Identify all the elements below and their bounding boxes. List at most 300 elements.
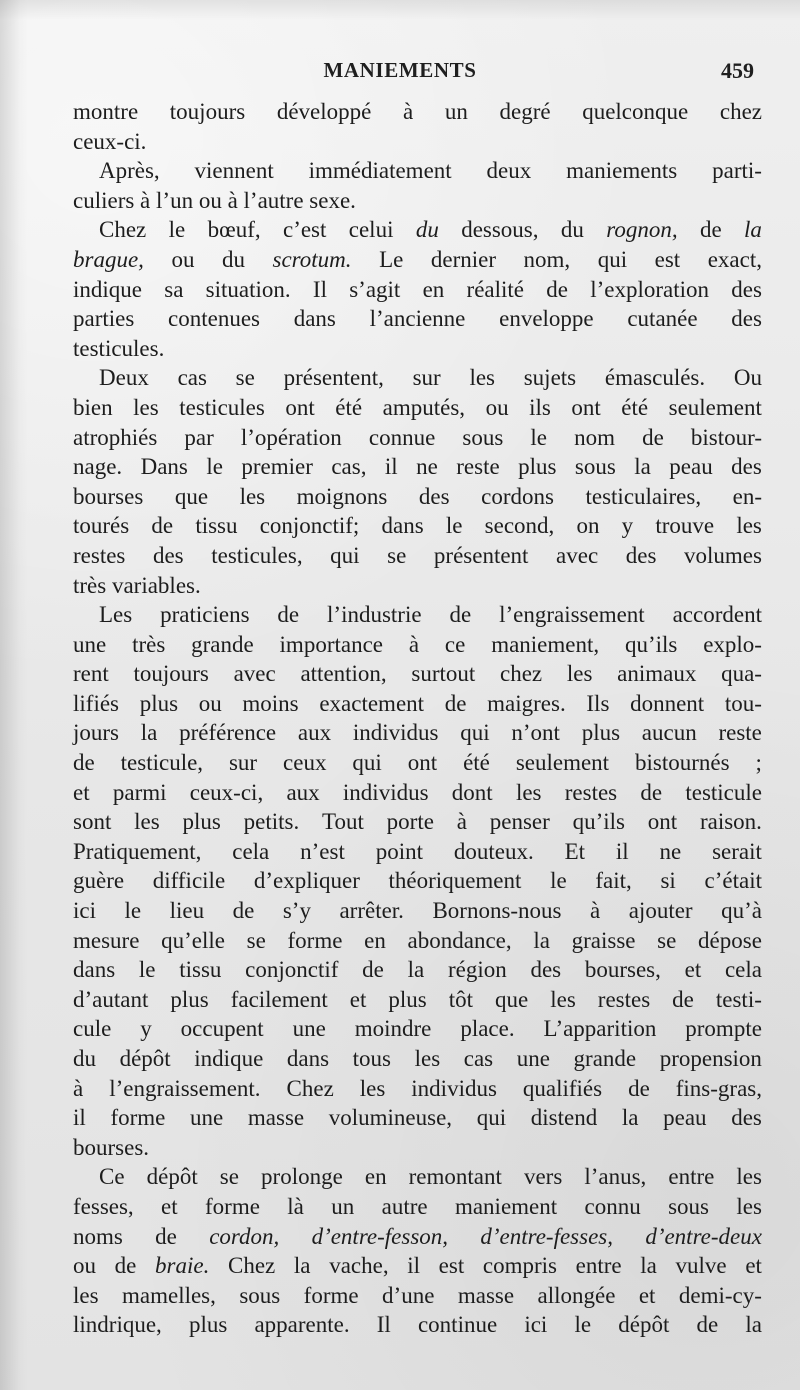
word: de <box>640 779 663 805</box>
word: cordon, <box>209 1223 280 1249</box>
word: petits. <box>243 809 300 835</box>
word: l’exploration <box>590 276 710 302</box>
word: testicules <box>179 394 265 420</box>
word: Les <box>99 602 133 628</box>
text-line <box>73 245 762 275</box>
word: cutanée <box>627 306 698 332</box>
text-line <box>73 807 762 837</box>
word: la <box>634 454 651 480</box>
word: ne <box>659 838 682 864</box>
word: c’est <box>282 217 327 243</box>
word: maniement <box>454 1193 558 1219</box>
text-line <box>73 1281 762 1311</box>
word: Après, <box>99 158 160 184</box>
word: présentent <box>433 542 529 568</box>
word: les <box>134 809 160 835</box>
word: sur <box>412 365 441 391</box>
word: viennent <box>194 158 274 184</box>
word: exactement <box>319 690 425 716</box>
text-line <box>73 393 762 423</box>
word: qui <box>597 246 628 272</box>
word: la <box>533 927 550 953</box>
word: plus <box>170 986 209 1012</box>
word: les <box>73 1282 99 1308</box>
word: d’entre-deux <box>645 1223 762 1249</box>
word: tôt <box>448 986 473 1012</box>
word: dernier <box>430 246 496 272</box>
word: peau <box>669 454 713 480</box>
word: le <box>124 898 142 924</box>
word: autre <box>381 1193 428 1219</box>
word: d’expliquer <box>253 868 360 894</box>
word: Ils <box>586 690 610 716</box>
word: volumes <box>684 542 762 568</box>
word: de <box>232 898 255 924</box>
word: l’ancienne <box>369 306 466 332</box>
word: Chez <box>99 217 147 243</box>
word: testicules, <box>211 542 303 568</box>
text-line: bourses. <box>73 1134 150 1160</box>
word: cas, <box>331 454 367 480</box>
word: premier <box>241 454 313 480</box>
word: ont <box>407 750 438 776</box>
word: des <box>731 454 762 480</box>
word: de <box>672 986 694 1012</box>
word: tourés <box>73 513 130 539</box>
word: forme <box>110 1105 166 1131</box>
word: maniements <box>566 158 678 184</box>
word: sur <box>228 750 258 776</box>
word: conjonctif <box>245 957 339 983</box>
word: le <box>530 424 547 450</box>
word: des <box>731 276 762 302</box>
word: tou- <box>724 690 762 716</box>
word: maigres. <box>487 690 566 716</box>
word: de <box>642 424 664 450</box>
word: quelconque <box>582 99 689 124</box>
word: degré <box>499 99 551 124</box>
word: qui <box>476 1105 507 1131</box>
word: il <box>615 838 629 864</box>
word: fait, <box>595 868 632 894</box>
word: tous <box>352 1046 391 1071</box>
text-line: testicules. <box>73 335 165 361</box>
word: ou <box>73 1253 96 1279</box>
word: tissu <box>179 957 222 983</box>
word: L’apparition <box>543 1016 657 1042</box>
word: à <box>73 1075 84 1101</box>
word: la <box>621 1105 639 1131</box>
word: Pratiquement, <box>73 838 202 864</box>
text-line <box>73 630 762 660</box>
word: Et <box>564 838 586 864</box>
word: ici <box>73 898 96 924</box>
word: Chez <box>286 1075 334 1101</box>
word: individus <box>342 779 429 805</box>
word: du <box>221 246 245 272</box>
word: enveloppe <box>499 306 594 332</box>
word: d’entre-fesson, <box>311 1223 449 1249</box>
word: qu’à <box>721 898 762 924</box>
word: aucun <box>641 720 697 746</box>
word: du <box>415 217 439 243</box>
word: plus <box>518 454 557 480</box>
text-line <box>73 689 762 719</box>
word: porte <box>386 809 434 835</box>
text-line <box>73 926 762 956</box>
word: brague, <box>73 246 144 272</box>
word: aux <box>286 779 320 805</box>
word: explo- <box>703 631 762 657</box>
word: jours <box>73 720 119 746</box>
word: là <box>287 1193 304 1219</box>
text-line <box>73 778 762 808</box>
word: en <box>364 927 386 953</box>
word: indique <box>194 1046 264 1071</box>
word: de <box>362 957 384 983</box>
word: rognon, <box>606 217 678 243</box>
word: serait <box>712 838 762 864</box>
word: région <box>447 957 507 983</box>
word: difficile <box>152 868 226 894</box>
word: ne <box>416 454 438 480</box>
word: d’autant <box>73 986 149 1012</box>
word: ce <box>444 631 466 657</box>
word: masse <box>247 1105 305 1131</box>
word: vache, <box>329 1253 389 1279</box>
word: testicule <box>685 779 762 805</box>
word: d’une <box>382 1282 435 1308</box>
word: Dans <box>140 454 188 480</box>
word: ceux <box>283 750 327 776</box>
word: par <box>184 424 214 450</box>
word: seulement <box>668 394 762 420</box>
word: la <box>640 1253 657 1279</box>
word: en <box>422 276 445 302</box>
word: toujours <box>133 661 209 687</box>
word: de <box>73 750 95 776</box>
word: émasculés. <box>604 365 706 391</box>
word: sous <box>462 424 504 450</box>
word: du <box>73 1046 96 1071</box>
word: ou <box>171 246 195 272</box>
word: testi- <box>715 986 762 1012</box>
word: et <box>73 779 90 805</box>
word: n’est <box>300 838 345 864</box>
word: en- <box>732 483 762 509</box>
word: plus <box>188 1312 228 1338</box>
text-line <box>73 1222 762 1252</box>
word: chez <box>719 99 762 124</box>
word: lindrique, <box>73 1312 162 1338</box>
word: l’engraissement. <box>109 1075 261 1101</box>
word: moins <box>242 690 299 716</box>
text-line <box>73 600 762 630</box>
word: de <box>151 513 174 539</box>
word: cela <box>232 838 270 864</box>
word: parties <box>73 306 135 332</box>
word: avec <box>556 542 599 568</box>
word: des <box>152 542 184 568</box>
word: se <box>219 1164 239 1190</box>
word: moindre <box>354 1016 432 1042</box>
word: le <box>138 957 156 983</box>
word: remontant <box>408 1164 502 1190</box>
word: sont <box>73 809 112 835</box>
word: animaux <box>617 661 697 687</box>
word: les <box>239 483 266 509</box>
word: cas <box>177 365 207 391</box>
word: les <box>566 661 593 687</box>
word: contenues <box>168 306 260 332</box>
text-line <box>73 837 762 867</box>
word: il <box>407 1253 421 1279</box>
word: point <box>375 838 423 864</box>
word: qui <box>352 750 382 776</box>
text-line <box>73 955 762 985</box>
word: fesses, <box>73 1193 134 1219</box>
word: moignons <box>296 483 388 509</box>
word: il <box>384 454 398 480</box>
word: le <box>550 868 567 894</box>
word: dans <box>381 513 424 539</box>
word: les <box>414 1046 441 1071</box>
word: celui <box>348 217 394 243</box>
word: développé <box>276 99 372 124</box>
word: importance <box>279 631 384 657</box>
word: que <box>174 483 209 509</box>
word: ajouter <box>628 898 693 924</box>
text-line <box>73 156 762 186</box>
word: dépôt <box>146 1164 198 1190</box>
word: cule <box>73 1016 112 1042</box>
word: été <box>335 394 363 420</box>
word: l’opération <box>240 424 342 450</box>
word: individus <box>352 720 439 746</box>
word: Deux <box>99 365 149 391</box>
word: en <box>364 1164 387 1190</box>
word: est <box>438 1253 465 1279</box>
word: dans <box>293 306 336 332</box>
word: connue <box>368 424 436 450</box>
word: il <box>73 1105 86 1131</box>
word: une <box>292 1016 326 1042</box>
word: qu’elle <box>161 927 225 953</box>
page-header <box>0 58 800 90</box>
word: dans <box>286 1046 330 1071</box>
word: une <box>516 1046 550 1071</box>
text-line <box>73 1044 762 1074</box>
word: surtout <box>411 661 476 687</box>
word: les <box>736 1193 762 1219</box>
word: ; <box>755 750 762 776</box>
word: les <box>469 365 495 391</box>
word: des <box>418 483 450 509</box>
text-line <box>73 541 762 571</box>
text-line <box>73 1251 762 1281</box>
word: conjonctif; <box>259 513 360 539</box>
word: qua- <box>721 661 762 687</box>
word: des <box>530 957 562 983</box>
word: testiculaires, <box>585 483 702 509</box>
word: forme <box>303 1282 359 1308</box>
word: trouve <box>655 513 715 539</box>
word: noms <box>73 1223 123 1249</box>
word: y <box>140 1016 152 1042</box>
word: attention, <box>300 661 387 687</box>
word: sous <box>239 1282 281 1308</box>
word: accordent <box>672 602 762 628</box>
word: préférence <box>179 720 277 746</box>
word: toujours <box>169 99 246 124</box>
text-line <box>73 215 762 245</box>
word: le <box>445 513 463 539</box>
word: plus <box>139 690 179 716</box>
word: de <box>155 1223 177 1249</box>
text-line <box>73 452 762 482</box>
page-number: 459 <box>721 58 754 83</box>
word: atrophiés <box>73 424 158 450</box>
word: plus <box>581 720 621 746</box>
word: de <box>699 217 722 243</box>
word: place. <box>460 1016 515 1042</box>
word: Chez <box>228 1253 276 1279</box>
scan-shadow-left <box>0 0 28 1390</box>
word: on <box>576 513 600 539</box>
word: restes <box>597 986 651 1012</box>
word: scrotum. <box>272 246 352 272</box>
word: dont <box>451 779 493 805</box>
word: cela <box>724 957 762 983</box>
word: penser <box>489 809 550 835</box>
word: les <box>736 513 762 539</box>
word: ont <box>647 809 678 835</box>
word: bistournés <box>635 750 730 776</box>
word: dépôt <box>119 1046 171 1071</box>
word: n’ont <box>511 720 560 746</box>
word: les <box>736 1164 762 1190</box>
word: la <box>140 720 158 746</box>
word: de <box>628 1075 650 1101</box>
text-line <box>73 511 762 541</box>
word: plus <box>182 809 221 835</box>
word: mamelles, <box>122 1282 216 1308</box>
word: propension <box>659 1046 762 1071</box>
word: abondance, <box>407 927 512 953</box>
text-line <box>73 363 762 393</box>
text-line: très variables. <box>73 572 201 598</box>
word: indique <box>73 276 142 302</box>
word: ou <box>485 394 509 420</box>
word: un <box>444 99 468 124</box>
text-line <box>73 97 762 127</box>
word: les <box>133 394 159 420</box>
word: graisse <box>571 927 636 953</box>
word: entre <box>668 1164 715 1190</box>
word: sujets <box>523 365 577 391</box>
text-line <box>73 423 762 453</box>
running-head: MANIEMENTS <box>323 58 477 82</box>
word: Ce <box>99 1164 125 1190</box>
word: bien <box>73 394 113 420</box>
word: Le <box>379 246 404 272</box>
word: de <box>277 602 300 628</box>
word: chez <box>500 661 543 687</box>
word: guère <box>73 868 125 894</box>
word: les <box>359 1075 386 1101</box>
word: et <box>745 1253 762 1279</box>
word: reste <box>456 454 500 480</box>
text-line <box>73 482 762 512</box>
word: cas <box>463 1046 494 1071</box>
word: reste <box>718 720 762 746</box>
word: et <box>349 986 367 1012</box>
word: allongée <box>537 1282 616 1308</box>
word: volumineuse, <box>328 1105 453 1131</box>
word: testicule, <box>120 750 204 776</box>
body-text <box>73 97 762 1340</box>
word: grande <box>573 1046 637 1071</box>
word: prolonge <box>261 1164 343 1190</box>
word: le <box>168 217 186 243</box>
word: été <box>463 750 490 776</box>
word: la <box>745 1312 762 1338</box>
word: de <box>114 1253 137 1279</box>
word: qu’ils <box>624 631 678 657</box>
word: un <box>331 1193 355 1219</box>
word: individus <box>411 1075 497 1101</box>
word: et <box>638 1282 656 1308</box>
word: aux <box>297 720 332 746</box>
word: s’y <box>282 898 311 924</box>
word: rent <box>73 661 109 687</box>
word: y <box>621 513 634 539</box>
word: de <box>449 602 472 628</box>
word: vulve <box>675 1253 727 1279</box>
word: l’engraissement <box>499 602 645 628</box>
word: théoriquement <box>388 868 522 894</box>
word: sous <box>668 1193 709 1219</box>
word: forme <box>205 1193 260 1219</box>
word: Bornons-nous <box>432 898 562 924</box>
text-line <box>73 275 762 305</box>
word: de <box>696 1312 719 1338</box>
word: douteux. <box>453 838 534 864</box>
word: grande <box>191 631 254 657</box>
word: sous <box>574 454 616 480</box>
word: plus <box>388 986 427 1012</box>
word: et <box>161 1193 178 1219</box>
word: nage. <box>73 454 123 480</box>
word: une <box>73 631 107 657</box>
word: très <box>132 631 166 657</box>
word: connu <box>584 1193 641 1219</box>
word: qui <box>460 720 490 746</box>
word: demi-cy- <box>678 1282 762 1308</box>
word: ceux-ci, <box>189 779 264 805</box>
word: à <box>590 898 601 924</box>
word: de <box>444 690 467 716</box>
text-line <box>73 896 762 926</box>
text-line: culiers à l’un ou à l’autre sexe. <box>73 187 356 213</box>
word: la <box>407 957 425 983</box>
word: occupent <box>180 1016 264 1042</box>
word: le <box>574 1312 592 1338</box>
word: bœuf, <box>207 217 261 243</box>
word: que <box>495 986 529 1012</box>
scan-shadow-top <box>0 0 800 20</box>
word: bourses, <box>584 957 661 983</box>
